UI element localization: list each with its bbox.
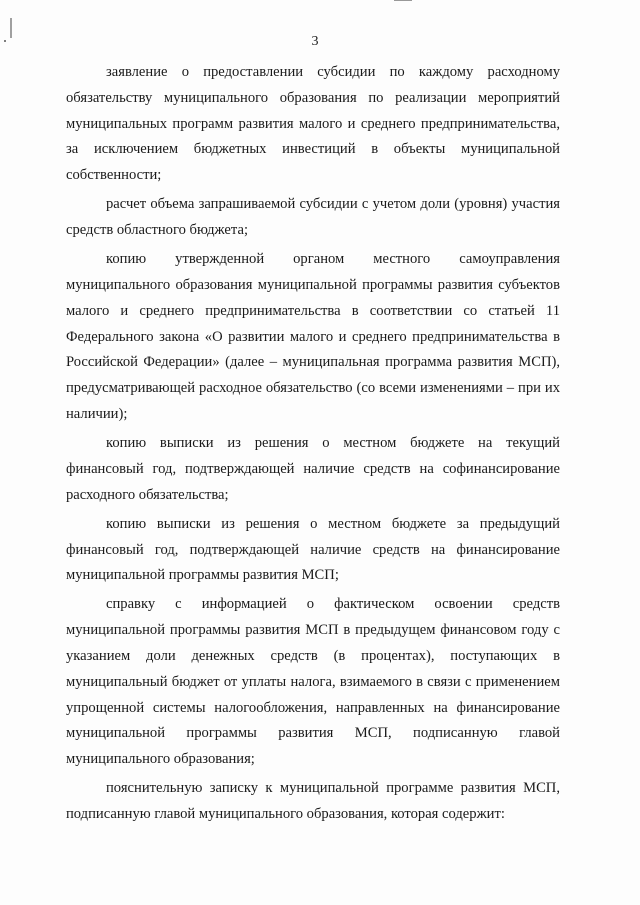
document-body [66,60,560,828]
paragraph-subsidy-calculation: расчет объема запрашиваемой субсидии с учетом доли (уровня) участия средств областного бюджета; [66,196,560,239]
paragraph-program-copy: копию утвержденной органом местного самоуправления муниципального образования муниципальной программы развития субъектов малого и среднего предпринимательства в соответствии со статьей 11 Федерального закона «О развитии малого и среднего предпринимательства в Российской Федерации» (далее – муниципальная программа развития МСП), предусматривающей расходное обязательство (со всеми изменениями – при их наличии); [66,251,560,422]
paragraph-current-budget-extract: копию выписки из решения о местном бюджете на текущий финансовый год, подтверждающей наличие средств на софинансирование расходного обязательства; [66,435,560,503]
paragraph-explanatory-note: пояснительную записку к муниципальной программе развития МСП, подписанную главой муниципального образования, которая содержит: [66,780,560,823]
paragraph-previous-budget-extract: копию выписки из решения о местном бюджете за предыдущий финансовый год, подтверждающей наличие средств на финансирование муниципальной программы развития МСП; [66,515,560,584]
page-number: 3 [311,34,319,49]
paragraph-application: заявление о предоставлении субсидии по каждому расходному обязательству муниципального образования по реализации мероприятий муниципальных программ развития малого и среднего предпринимательства, за исключением бюджетных инвестиций в объекты муниципальной собственности; [66,64,560,184]
scan-artifact-top-mark [394,0,412,1]
paragraph-funds-certificate: справку с информацией о фактическом освоении средств муниципальной программы развития МСП в предыдущем финансовом году с указанием доли денежных средств (в процентах), поступающих в муниципальный бюджет от уплаты налога, взимаемого в связи с применением упрощенной системы налогообложения, направленных на финансирование муниципальной программы развития МСП, подписанную главой муниципального образования; [66,596,560,768]
